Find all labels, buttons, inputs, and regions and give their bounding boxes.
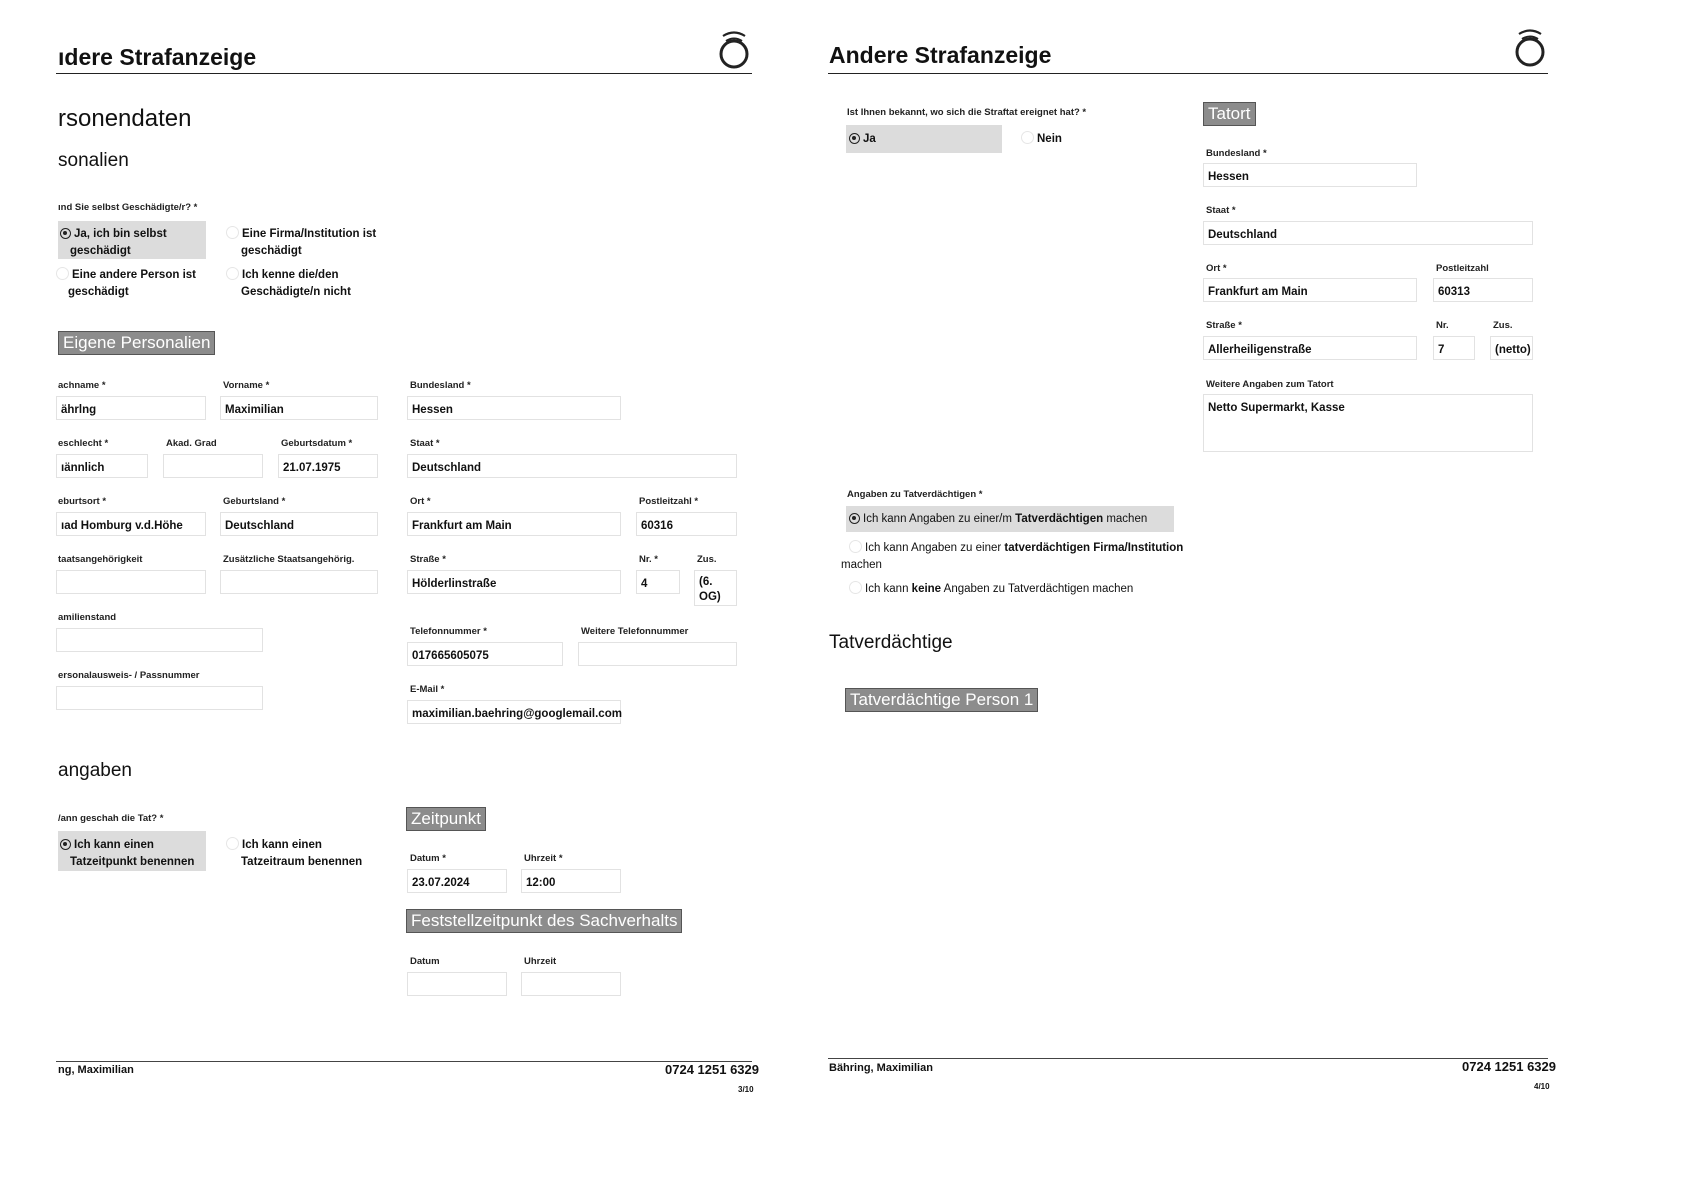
label-tatort-hausnummer: Nr. xyxy=(1436,320,1449,331)
input-staat[interactable] xyxy=(407,454,737,478)
label-weitere-angaben-tatort: Weitere Angaben zum Tatort xyxy=(1206,379,1334,390)
input-value: 017665605075 xyxy=(412,650,489,662)
label-geburtsland: Geburtsland * xyxy=(223,496,286,507)
radio-angaben-tatverdaechtige-firma[interactable] xyxy=(841,540,1184,574)
label-ort: Ort * xyxy=(410,496,431,507)
label-staatsangehoerigkeit: taatsangehörigkeit xyxy=(58,554,143,565)
radio-label: Tatzeitraum benennen xyxy=(241,856,363,868)
radio-tatort-ja[interactable] xyxy=(846,125,1002,153)
radio-selected-icon xyxy=(60,839,71,850)
input-tatort-strasse[interactable] xyxy=(1203,336,1417,360)
input-uhrzeit[interactable] xyxy=(521,869,621,893)
input-value: (6. xyxy=(699,576,713,588)
label-tatort-staat: Staat * xyxy=(1206,205,1236,216)
input-weitere-telefonnummer[interactable] xyxy=(578,642,737,666)
page-number: 4/10 xyxy=(1534,1082,1550,1091)
input-familienstand[interactable] xyxy=(56,628,263,652)
header-rule xyxy=(828,73,1548,74)
input-value: Deutschland xyxy=(412,462,482,474)
radio-label-emphasis: tatverdächtigen Firma/Institution xyxy=(1004,542,1184,554)
input-vorname[interactable] xyxy=(220,396,378,420)
label-weitere-telefonnummer: Weitere Telefonnummer xyxy=(581,626,689,637)
radio-selected-icon xyxy=(849,133,860,144)
radio-empty-icon xyxy=(56,267,69,280)
input-tatort-ort[interactable] xyxy=(1203,278,1417,302)
radio-tatzeitraum[interactable] xyxy=(226,837,362,871)
document-page-4 xyxy=(829,0,1696,1199)
radio-label: machen xyxy=(1103,513,1148,525)
input-postleitzahl[interactable] xyxy=(636,512,737,536)
radio-label: Eine Firma/Institution ist xyxy=(242,228,377,240)
input-geschlecht[interactable] xyxy=(56,454,148,478)
radio-empty-icon xyxy=(849,581,862,594)
label-tatort-postleitzahl: Postleitzahl xyxy=(1436,263,1489,274)
page-title: ıdere Strafanzeige xyxy=(58,44,257,70)
label-uhrzeit: Uhrzeit * xyxy=(524,853,563,864)
input-value: (netto) xyxy=(1495,344,1531,356)
footer-case-number: 0724 1251 6329 xyxy=(1462,1059,1556,1074)
input-tatort-zusatz[interactable] xyxy=(1490,336,1533,360)
section-label-zeitpunkt: Zeitpunkt xyxy=(406,807,486,831)
input-staatsangehoerigkeit[interactable] xyxy=(56,570,206,594)
label-zusaetzliche-staatsangehoerigkeit: Zusätzliche Staatsangehörig. xyxy=(223,554,355,565)
label-datum: Datum * xyxy=(410,853,446,864)
input-value: 60313 xyxy=(1438,286,1470,298)
page-number: 3/10 xyxy=(738,1085,754,1094)
radio-label: geschädigt xyxy=(68,286,129,298)
input-zusaetzliche-staatsangehoerigkeit[interactable] xyxy=(220,570,378,594)
question-angaben-tatverdaechtige: Angaben zu Tatverdächtigen * xyxy=(847,489,983,500)
radio-empty-icon xyxy=(1021,131,1034,144)
input-bundesland[interactable] xyxy=(407,396,621,420)
police-logo-icon xyxy=(716,28,752,70)
input-value: ährlng xyxy=(61,404,97,416)
radio-firma-geschaedigt[interactable] xyxy=(226,226,376,260)
label-personalausweis: ersonalausweis- / Passnummer xyxy=(58,670,200,681)
radio-label: Ich kann xyxy=(865,583,912,595)
input-nachname[interactable] xyxy=(56,396,206,420)
input-ort[interactable] xyxy=(407,512,621,536)
input-telefonnummer[interactable] xyxy=(407,642,563,666)
input-geburtsdatum[interactable] xyxy=(278,454,378,478)
label-email: E-Mail * xyxy=(410,684,445,695)
police-logo-icon xyxy=(1512,26,1548,68)
input-value: 23.07.2024 xyxy=(412,877,470,889)
radio-label: Angaben zu Tatverdächtigen machen xyxy=(941,583,1134,595)
label-tatort-strasse: Straße * xyxy=(1206,320,1242,331)
footer-case-number: 0724 1251 6329 xyxy=(665,1062,759,1077)
page-title: Andere Strafanzeige xyxy=(829,42,1052,68)
radio-angaben-tatverdaechtige-person[interactable] xyxy=(846,506,1174,532)
label-akad-grad: Akad. Grad xyxy=(166,438,217,449)
label-postleitzahl: Postleitzahl * xyxy=(639,496,699,507)
label-geburtsort: eburtsort * xyxy=(58,496,107,507)
input-value: Frankfurt am Main xyxy=(1208,286,1308,298)
textarea-weitere-angaben-tatort[interactable] xyxy=(1203,394,1533,452)
label-familienstand: amilienstand xyxy=(58,612,117,623)
input-value: 4 xyxy=(641,578,648,590)
section-heading-tatangaben: angaben xyxy=(58,760,132,781)
radio-tatort-nein[interactable] xyxy=(1021,131,1062,148)
section-label-eigene-personalien: Eigene Personalien xyxy=(58,331,215,355)
input-value: Allerheiligenstraße xyxy=(1208,344,1312,356)
section-heading-personendaten: rsonendaten xyxy=(58,105,192,132)
document-page-3 xyxy=(0,0,830,1199)
label-uhrzeit-feststellung: Uhrzeit xyxy=(524,956,557,967)
label-tatort-ort: Ort * xyxy=(1206,263,1227,274)
radio-selected-icon xyxy=(849,513,860,524)
label-strasse: Straße * xyxy=(410,554,446,565)
label-datum-feststellung: Datum xyxy=(410,956,440,967)
label-telefonnummer: Telefonnummer * xyxy=(410,626,487,637)
section-label-feststellzeitpunkt: Feststellzeitpunkt des Sachverhalts xyxy=(406,909,682,933)
input-value: 7 xyxy=(1438,344,1445,356)
label-vorname: Vorname * xyxy=(223,380,270,391)
radio-empty-icon xyxy=(226,267,239,280)
label-hausnummer: Nr. * xyxy=(639,554,659,565)
input-value: ıännlich xyxy=(61,462,105,474)
input-value: 60316 xyxy=(641,520,673,532)
input-datum-feststellung[interactable] xyxy=(407,972,507,996)
question-geschaedigt: ınd Sie selbst Geschädigte/r? * xyxy=(58,202,198,213)
footer-name: ng, Maximilian xyxy=(58,1064,134,1076)
input-value: ıad Homburg v.d.Höhe xyxy=(61,520,183,532)
input-value: Deutschland xyxy=(225,520,295,532)
radio-label: Ja, ich bin selbst xyxy=(74,228,167,240)
input-value: maximilian.baehring@googlemail.com xyxy=(412,708,622,720)
input-value: Deutschland xyxy=(1208,229,1278,241)
input-uhrzeit-feststellung[interactable] xyxy=(521,972,621,996)
radio-kenne-geschaedigte-nicht[interactable] xyxy=(226,267,351,301)
footer-rule xyxy=(56,1061,752,1062)
input-value: Hölderlinstraße xyxy=(412,578,497,590)
section-heading-tatverdaechtige: Tatverdächtige xyxy=(829,632,953,653)
input-geburtsland[interactable] xyxy=(220,512,378,536)
section-label-tatort: Tatort xyxy=(1203,102,1256,126)
input-datum[interactable] xyxy=(407,869,507,893)
footer-rule xyxy=(828,1058,1548,1059)
input-value: Hessen xyxy=(1208,171,1249,183)
question-wann-tat: /ann geschah die Tat? * xyxy=(58,813,164,824)
question-tatort-bekannt: Ist Ihnen bekannt, wo sich die Straftat ereignet hat? * xyxy=(847,107,1087,118)
radio-selected-icon xyxy=(60,228,71,239)
input-akad-grad[interactable] xyxy=(163,454,263,478)
radio-label-emphasis: Tatverdächtigen xyxy=(1015,513,1104,525)
input-tatort-postleitzahl[interactable] xyxy=(1433,278,1533,302)
input-email[interactable] xyxy=(407,700,621,724)
label-tatort-zusatz: Zus. xyxy=(1493,320,1513,331)
radio-label: Geschädigte/n xyxy=(241,286,324,298)
input-tatort-bundesland[interactable] xyxy=(1203,163,1417,187)
input-strasse[interactable] xyxy=(407,570,621,594)
input-value: 12:00 xyxy=(526,877,556,889)
radio-label: Ich kann Angaben zu einer xyxy=(865,542,1005,554)
section-heading-personalien: sonalien xyxy=(58,150,129,171)
label-nachname: achname * xyxy=(58,380,106,391)
input-personalausweis[interactable] xyxy=(56,686,263,710)
input-hausnummer[interactable] xyxy=(636,570,680,594)
radio-label-emphasis: keine xyxy=(911,583,942,595)
label-bundesland: Bundesland * xyxy=(410,380,471,391)
radio-label: geschädigt xyxy=(241,245,302,257)
input-value: Hessen xyxy=(412,404,453,416)
radio-keine-angaben-tatverdaechtige[interactable] xyxy=(849,581,1133,598)
radio-label: Eine andere Person ist xyxy=(72,269,196,281)
radio-label-emphasis: nicht xyxy=(323,286,351,298)
label-geschlecht: eschlecht * xyxy=(58,438,109,449)
radio-label: geschädigt xyxy=(70,245,131,257)
label-zusatz: Zus. xyxy=(697,554,717,565)
radio-label: Ich kann einen xyxy=(242,839,322,851)
section-label-tatverdaechtige-person-1: Tatverdächtige Person 1 xyxy=(845,688,1038,712)
radio-label: Tatzeitpunkt benennen xyxy=(70,856,195,868)
input-tatort-staat[interactable] xyxy=(1203,221,1533,245)
radio-label: Ja xyxy=(863,133,876,145)
radio-label: machen xyxy=(841,559,882,571)
radio-empty-icon xyxy=(849,540,862,553)
radio-label: Ich kenne die/den xyxy=(242,269,339,281)
label-staat: Staat * xyxy=(410,438,440,449)
label-geburtsdatum: Geburtsdatum * xyxy=(281,438,353,449)
radio-andere-person-geschaedigt[interactable] xyxy=(56,267,196,301)
header-rule xyxy=(56,73,752,74)
radio-empty-icon xyxy=(226,837,239,850)
input-value: Netto Supermarkt, Kasse xyxy=(1208,402,1345,414)
input-value: OG) xyxy=(699,591,721,603)
radio-label: Ich kann Angaben zu einer/m xyxy=(863,513,1016,525)
input-value: 21.07.1975 xyxy=(283,462,341,474)
input-geburtsort[interactable] xyxy=(56,512,206,536)
radio-ja-selbst-geschaedigt[interactable] xyxy=(58,221,206,259)
footer-name: Bähring, Maximilian xyxy=(829,1062,933,1074)
input-zusatz[interactable] xyxy=(694,570,737,606)
radio-empty-icon xyxy=(226,226,239,239)
input-tatort-hausnummer[interactable] xyxy=(1433,336,1475,360)
radio-label: Nein xyxy=(1037,133,1062,145)
label-tatort-bundesland: Bundesland * xyxy=(1206,148,1267,159)
radio-label: Ich kann einen xyxy=(74,839,154,851)
input-value: Frankfurt am Main xyxy=(412,520,512,532)
radio-tatzeitpunkt[interactable] xyxy=(58,831,206,871)
input-value: Maximilian xyxy=(225,404,284,416)
